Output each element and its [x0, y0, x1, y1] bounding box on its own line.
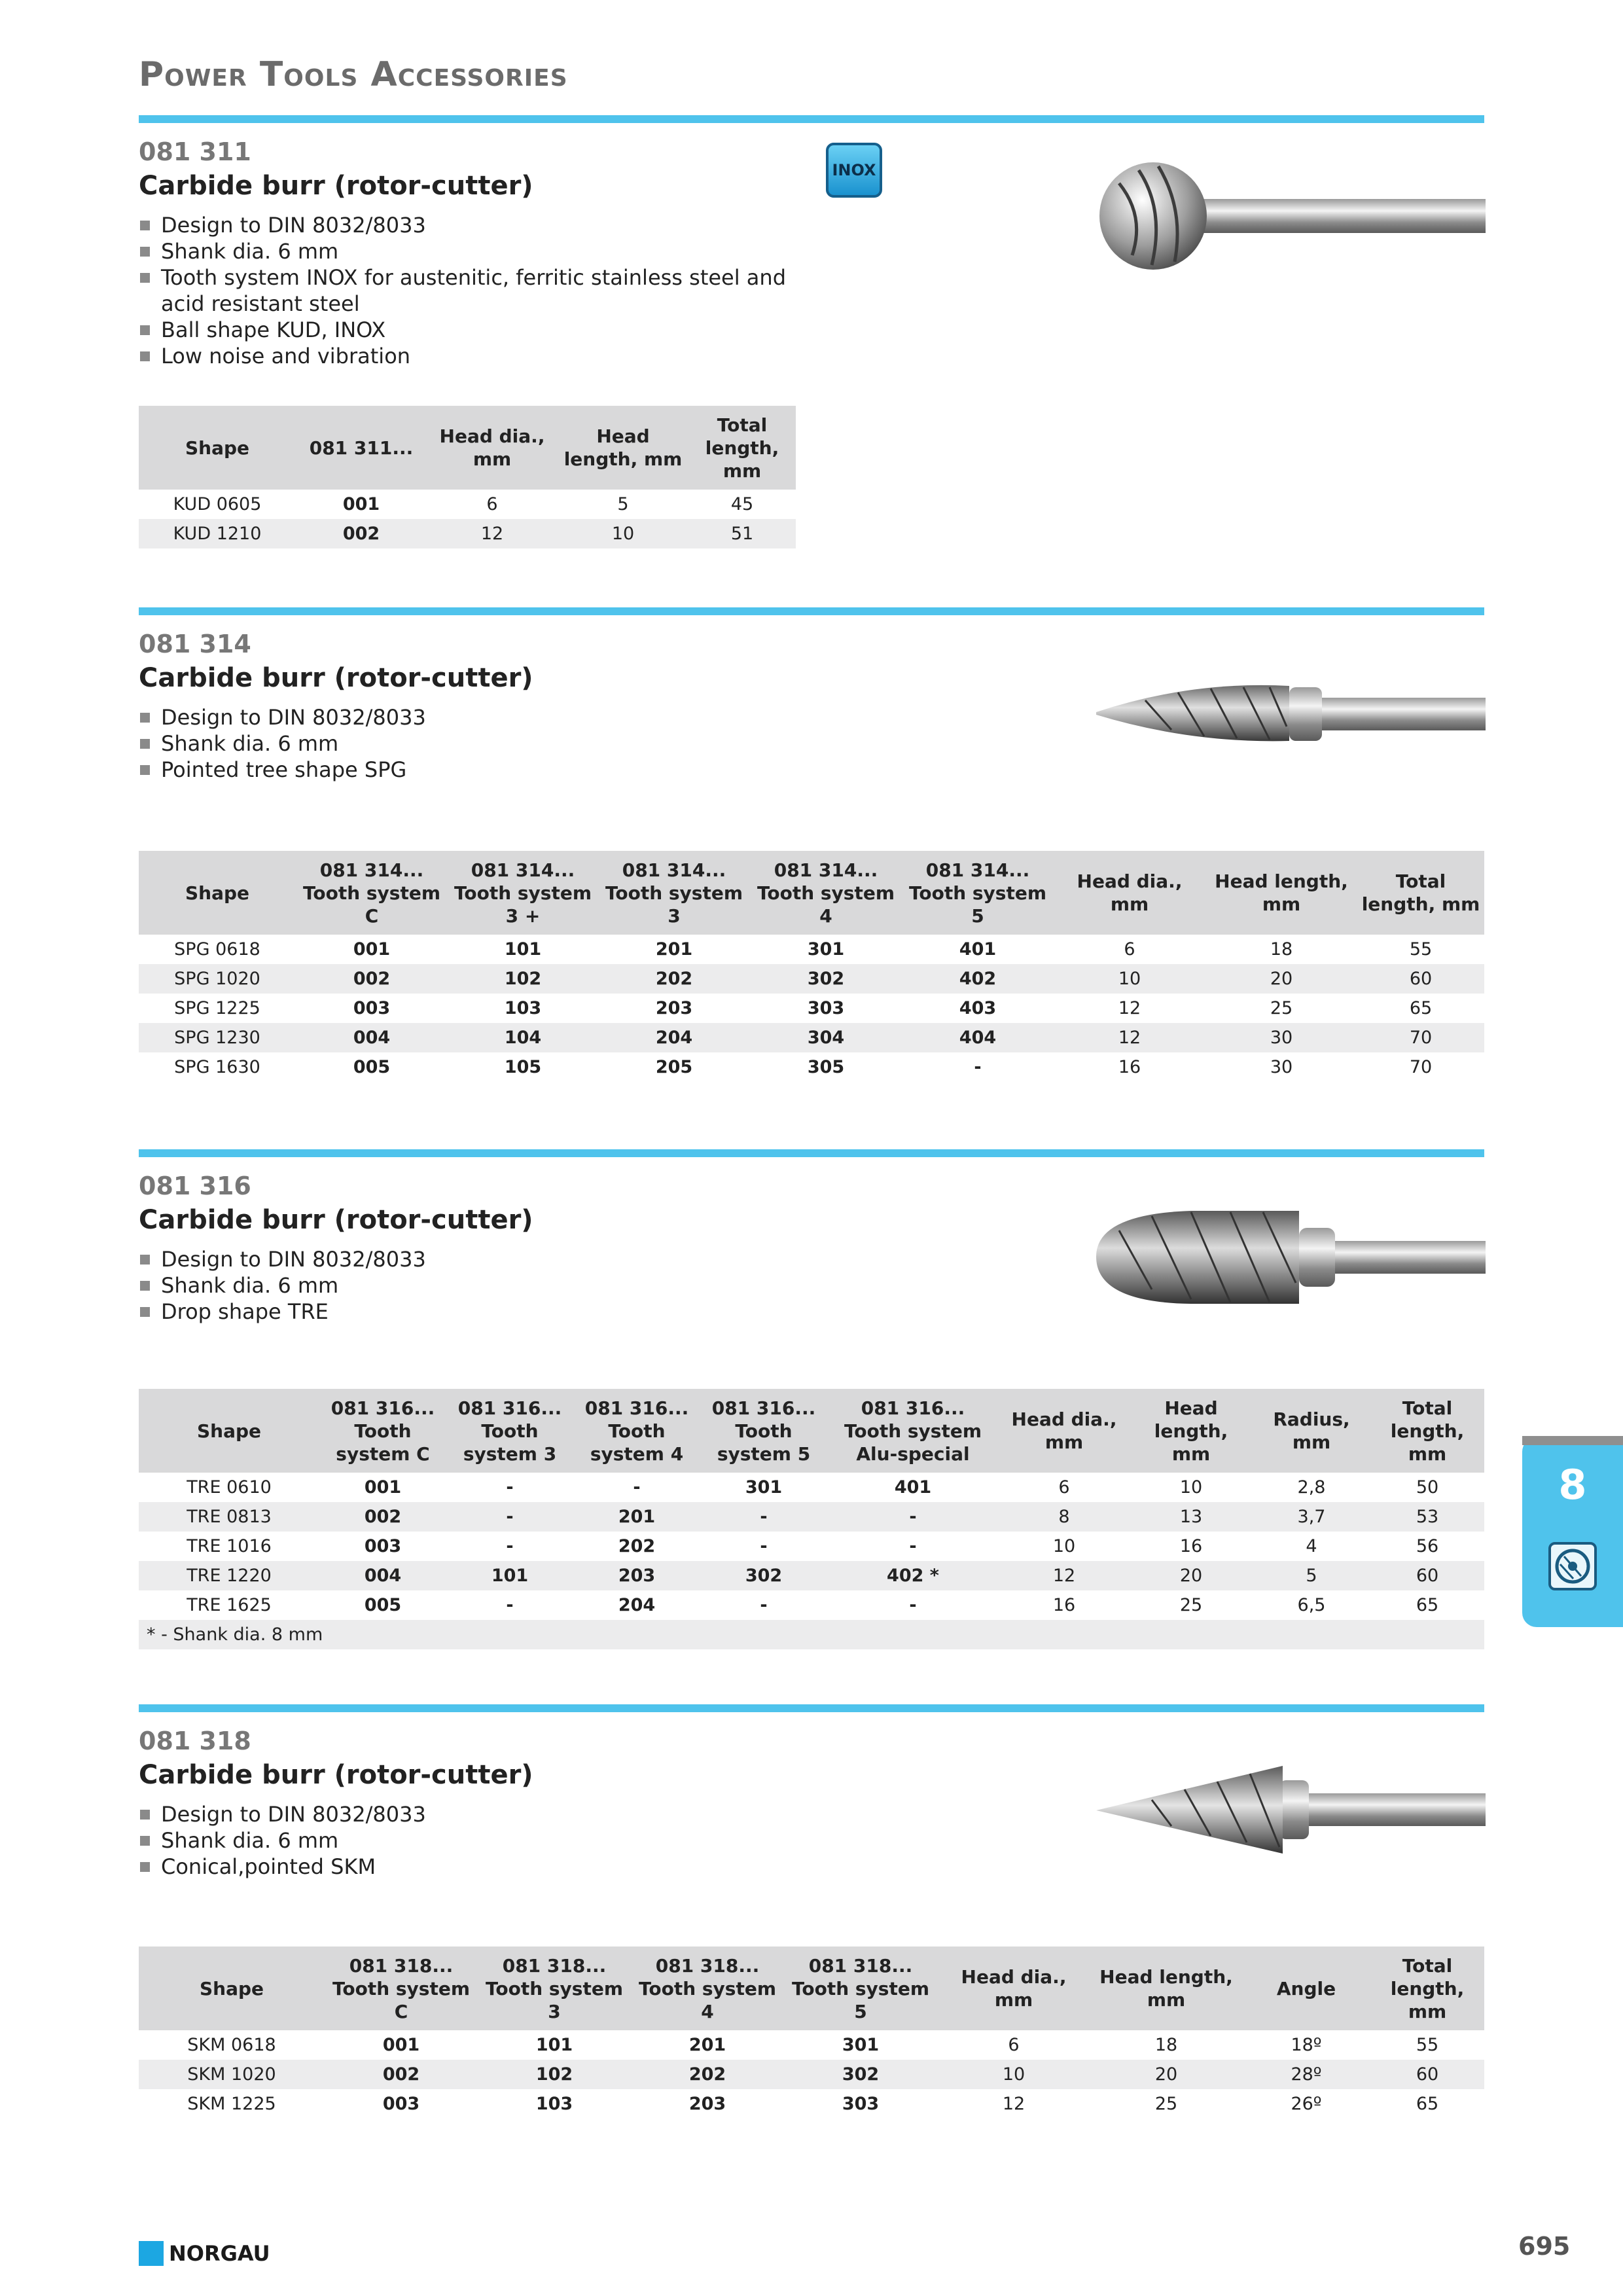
table-row	[139, 1620, 1484, 1649]
section-divider	[139, 1704, 1484, 1712]
table-cell: 205	[655, 1057, 693, 1077]
table-row	[139, 1023, 1484, 1052]
table-cell: -	[506, 1536, 514, 1556]
column-header: Total length, mm	[1357, 851, 1484, 935]
table-cell: -	[827, 1502, 999, 1532]
table-cell: 201	[655, 939, 693, 960]
section-divider	[139, 115, 1484, 123]
feature-item: Pointed tree shape SPG	[139, 757, 793, 783]
table-cell: -	[909, 1595, 917, 1615]
table-cell: 101	[504, 939, 542, 960]
feature-item: Shank dia. 6 mm	[139, 238, 793, 264]
table-cell: 3,7	[1253, 1502, 1370, 1532]
table-cell: 302	[750, 964, 902, 994]
section-divider	[139, 607, 1484, 615]
feature-item: Design to DIN 8032/8033	[139, 1801, 793, 1827]
page-title: Power Tools Accessories	[139, 55, 568, 94]
table-cell: 60	[1370, 1561, 1484, 1590]
brand-square	[139, 2241, 164, 2266]
table-cell: 201	[573, 1502, 700, 1532]
table-cell: 203	[688, 2094, 726, 2114]
column-header: 081 314... Tooth system 3	[598, 851, 750, 935]
table-cell: 001	[353, 939, 391, 960]
table-cell: 70	[1357, 1023, 1484, 1052]
column-header: 081 316... Tooth system 3	[446, 1389, 573, 1473]
table-cell: 002	[325, 2060, 478, 2089]
table-row	[139, 994, 1484, 1023]
table-cell: SPG 1225	[174, 998, 260, 1018]
table-row	[139, 2089, 1484, 2119]
column-header: Total length, mm	[1370, 1389, 1484, 1473]
table-row	[139, 1590, 1484, 1620]
table-cell: 204	[598, 1023, 750, 1052]
column-header: Radius, mm	[1253, 1389, 1370, 1473]
table-cell: 18º	[1291, 2035, 1322, 2055]
table-cell: 003	[382, 2094, 420, 2114]
page-number: 695	[1518, 2232, 1571, 2261]
brand-name: NORGAU	[169, 2241, 270, 2266]
table-row	[139, 2060, 1484, 2089]
product-code: 081 311	[139, 137, 251, 166]
table-row	[139, 1502, 1484, 1532]
table-cell: 45	[730, 494, 754, 514]
table-cell: 003	[364, 1536, 402, 1556]
table-row	[139, 490, 796, 519]
table-cell: 104	[448, 1023, 598, 1052]
table-cell: SPG 1020	[139, 964, 296, 994]
table-cell: 401	[894, 1477, 932, 1498]
table-cell: 303	[842, 2094, 880, 2114]
table-cell: -	[974, 1057, 982, 1077]
table-cell: 12	[427, 519, 558, 548]
column-header: 081 311...	[296, 406, 427, 490]
table-cell: 18	[1270, 939, 1293, 960]
table-cell: 001	[342, 494, 380, 514]
column-header: Angle	[1242, 1946, 1370, 2030]
table-cell: 18	[1154, 2035, 1178, 2055]
table-cell: 53	[1370, 1502, 1484, 1532]
table-cell: 301	[842, 2035, 880, 2055]
ball-burr-image	[1093, 157, 1486, 275]
table-cell: 102	[478, 2060, 631, 2089]
table-cell: 002	[296, 964, 448, 994]
table-cell: 20	[1205, 964, 1357, 994]
table-row	[139, 1473, 1484, 1502]
feature-list	[139, 212, 793, 369]
table-cell: 16	[1118, 1057, 1141, 1077]
feature-item: Drop shape TRE	[139, 1299, 793, 1325]
column-header: Head dia., mm	[1054, 851, 1205, 935]
column-header: 081 318... Tooth system C	[325, 1946, 478, 2030]
feature-list	[139, 1246, 793, 1325]
table-cell: 5	[617, 494, 629, 514]
table-cell: 56	[1416, 1536, 1439, 1556]
table-cell: 12	[1002, 2094, 1026, 2114]
table-cell: -	[700, 1502, 827, 1532]
tree-burr-image	[1093, 668, 1486, 759]
table-cell: 201	[688, 2035, 726, 2055]
column-header: 081 318... Tooth system 4	[631, 1946, 784, 2030]
table-cell: 65	[1409, 998, 1433, 1018]
column-header: Head length, mm	[1090, 1946, 1242, 2030]
table-cell: 5	[1253, 1561, 1370, 1590]
table-cell: 13	[1130, 1502, 1253, 1532]
feature-list	[139, 704, 793, 783]
table-cell: 101	[535, 2035, 573, 2055]
table-cell: 65	[1416, 1595, 1439, 1615]
product-table-081318	[139, 1946, 1484, 2119]
feature-item: Low noise and vibration	[139, 343, 793, 369]
column-header: Shape	[139, 1946, 325, 2030]
table-cell: 55	[1409, 939, 1433, 960]
product-table-081314	[139, 851, 1484, 1082]
table-cell: 26º	[1291, 2094, 1322, 2114]
table-cell: 103	[504, 998, 542, 1018]
feature-item: Shank dia. 6 mm	[139, 1827, 793, 1854]
product-table-081316	[139, 1389, 1484, 1649]
table-cell: 202	[598, 964, 750, 994]
product-table-081311	[139, 406, 796, 548]
column-header: Shape	[139, 851, 296, 935]
feature-item: Shank dia. 6 mm	[139, 1272, 793, 1299]
table-cell: TRE 1016	[187, 1536, 272, 1556]
table-cell: 12	[999, 1561, 1130, 1590]
table-row	[139, 519, 796, 548]
table-cell: TRE 0610	[187, 1477, 272, 1498]
drop-burr-image	[1093, 1204, 1486, 1309]
table-cell: 203	[573, 1561, 700, 1590]
table-cell: 10	[558, 519, 688, 548]
table-cell: 301	[807, 939, 845, 960]
column-header: 081 314... Tooth system 5	[902, 851, 1054, 935]
feature-item: Conical,pointed SKM	[139, 1854, 793, 1880]
table-cell: 6	[1058, 1477, 1070, 1498]
column-header: 081 314... Tooth system 4	[750, 851, 902, 935]
table-cell: 2,8	[1297, 1477, 1326, 1498]
table-cell: 004	[319, 1561, 446, 1590]
table-cell: 50	[1416, 1477, 1439, 1498]
column-header: 081 314... Tooth system 3 +	[448, 851, 598, 935]
table-cell: 6	[486, 494, 498, 514]
table-cell: 25	[1154, 2094, 1178, 2114]
table-cell: 12	[1054, 1023, 1205, 1052]
table-cell: 305	[807, 1057, 845, 1077]
column-header: 081 316... Tooth system 4	[573, 1389, 700, 1473]
table-cell: 002	[319, 1502, 446, 1532]
column-header: Total length, mm	[1370, 1946, 1484, 2030]
inox-badge: INOX	[826, 143, 882, 198]
table-cell: 001	[364, 1477, 402, 1498]
feature-item: Design to DIN 8032/8033	[139, 704, 793, 730]
table-cell: SPG 0618	[174, 939, 260, 960]
table-cell: 51	[688, 519, 796, 548]
product-code: 081 316	[139, 1172, 251, 1200]
column-header: Head length, mm	[558, 406, 688, 490]
table-row	[139, 1052, 1484, 1082]
table-cell: 10	[1179, 1477, 1203, 1498]
table-cell: KUD 1210	[139, 519, 296, 548]
table-cell: 25	[1270, 998, 1293, 1018]
table-cell: 402	[902, 964, 1054, 994]
product-code: 081 314	[139, 630, 251, 658]
table-cell: 6,5	[1297, 1595, 1326, 1615]
chapter-number: 8	[1558, 1461, 1587, 1509]
table-row	[139, 1532, 1484, 1561]
product-code: 081 318	[139, 1727, 251, 1755]
table-cell: 20	[1090, 2060, 1242, 2089]
column-header: 081 314... Tooth system C	[296, 851, 448, 935]
feature-item: Ball shape KUD, INOX	[139, 317, 793, 343]
table-cell: -	[909, 1536, 917, 1556]
table-cell: 105	[504, 1057, 542, 1077]
table-cell: 402 *	[827, 1561, 999, 1590]
table-cell: 25	[1179, 1595, 1203, 1615]
column-header: 081 316... Tooth system Alu-special	[827, 1389, 999, 1473]
table-cell: 102	[448, 964, 598, 994]
table-row	[139, 1561, 1484, 1590]
table-cell: SPG 1230	[139, 1023, 296, 1052]
table-cell: -	[446, 1502, 573, 1532]
table-cell: 30	[1270, 1057, 1293, 1077]
table-cell: KUD 0605	[173, 494, 262, 514]
column-header: Shape	[139, 406, 296, 490]
feature-item: Tooth system INOX for austenitic, ferritic stainless steel and acid resistant steel	[139, 264, 793, 317]
table-cell: 70	[1409, 1057, 1433, 1077]
chapter-tab-bar	[1522, 1436, 1623, 1445]
column-header: Head length, mm	[1130, 1389, 1253, 1473]
table-cell: -	[760, 1536, 768, 1556]
table-cell: 6	[1124, 939, 1135, 960]
column-header: Head length, mm	[1205, 851, 1357, 935]
feature-list	[139, 1801, 793, 1880]
table-cell: 101	[446, 1561, 573, 1590]
cone-burr-image	[1093, 1761, 1486, 1859]
column-header: 081 316... Tooth system C	[319, 1389, 446, 1473]
table-cell: 002	[296, 519, 427, 548]
table-row	[139, 2030, 1484, 2060]
table-cell: 001	[382, 2035, 420, 2055]
table-cell: 202	[631, 2060, 784, 2089]
table-cell: 302	[784, 2060, 937, 2089]
product-title: Carbide burr (rotor-cutter)	[139, 1760, 533, 1790]
table-cell: 55	[1416, 2035, 1439, 2055]
column-header: Head dia., mm	[427, 406, 558, 490]
table-cell: 30	[1205, 1023, 1357, 1052]
feature-item: Shank dia. 6 mm	[139, 730, 793, 757]
column-header: Total length, mm	[688, 406, 796, 490]
table-cell: 004	[296, 1023, 448, 1052]
table-cell: 003	[353, 998, 391, 1018]
table-cell: SKM 1225	[187, 2094, 276, 2114]
table-cell: 005	[353, 1057, 391, 1077]
table-cell: 302	[700, 1561, 827, 1590]
table-cell: 20	[1130, 1561, 1253, 1590]
table-cell: 202	[618, 1536, 656, 1556]
table-cell: SKM 0618	[187, 2035, 276, 2055]
table-cell: 65	[1416, 2094, 1439, 2114]
table-cell: 403	[959, 998, 997, 1018]
table-cell: 28º	[1242, 2060, 1370, 2089]
table-cell: 10	[937, 2060, 1090, 2089]
table-cell: 60	[1370, 2060, 1484, 2089]
table-cell: -	[506, 1477, 514, 1498]
brand-logo	[139, 2241, 270, 2266]
table-row	[139, 935, 1484, 964]
table-cell: 204	[618, 1595, 656, 1615]
table-cell: 304	[750, 1023, 902, 1052]
table-cell: 16	[1179, 1536, 1203, 1556]
table-cell: -	[633, 1477, 641, 1498]
table-cell: 303	[807, 998, 845, 1018]
table-cell: -	[506, 1595, 514, 1615]
table-cell: 401	[959, 939, 997, 960]
product-title: Carbide burr (rotor-cutter)	[139, 171, 533, 201]
table-cell: SKM 1020	[139, 2060, 325, 2089]
table-cell: 12	[1118, 998, 1141, 1018]
table-cell: 6	[1008, 2035, 1020, 2055]
table-cell: TRE 1625	[187, 1595, 272, 1615]
table-cell: 16	[1052, 1595, 1076, 1615]
product-title: Carbide burr (rotor-cutter)	[139, 663, 533, 693]
table-cell: 005	[364, 1595, 402, 1615]
table-cell: TRE 0813	[139, 1502, 319, 1532]
table-cell: TRE 1220	[139, 1561, 319, 1590]
feature-item: Design to DIN 8032/8033	[139, 212, 793, 238]
column-header: Head dia., mm	[937, 1946, 1090, 2030]
column-header: 081 318... Tooth system 5	[784, 1946, 937, 2030]
table-cell: 103	[535, 2094, 573, 2114]
product-title: Carbide burr (rotor-cutter)	[139, 1205, 533, 1235]
feature-item: Design to DIN 8032/8033	[139, 1246, 793, 1272]
table-cell: 404	[902, 1023, 1054, 1052]
column-header: 081 316... Tooth system 5	[700, 1389, 827, 1473]
table-row	[139, 964, 1484, 994]
table-cell: 60	[1357, 964, 1484, 994]
column-header: Shape	[139, 1389, 319, 1473]
table-cell: 301	[745, 1477, 783, 1498]
table-cell: 203	[655, 998, 693, 1018]
column-header: Head dia., mm	[999, 1389, 1130, 1473]
table-cell: -	[760, 1595, 768, 1615]
table-cell: SPG 1630	[174, 1057, 260, 1077]
table-cell: 8	[999, 1502, 1130, 1532]
table-cell: 10	[1052, 1536, 1076, 1556]
grinding-disc-icon	[1548, 1542, 1597, 1590]
column-header: 081 318... Tooth system 3	[478, 1946, 631, 2030]
table-cell: 4	[1306, 1536, 1317, 1556]
chapter-tab[interactable]	[1522, 1437, 1623, 1627]
section-divider	[139, 1149, 1484, 1157]
table-cell: 10	[1054, 964, 1205, 994]
table-footnote: * - Shank dia. 8 mm	[139, 1620, 1484, 1649]
